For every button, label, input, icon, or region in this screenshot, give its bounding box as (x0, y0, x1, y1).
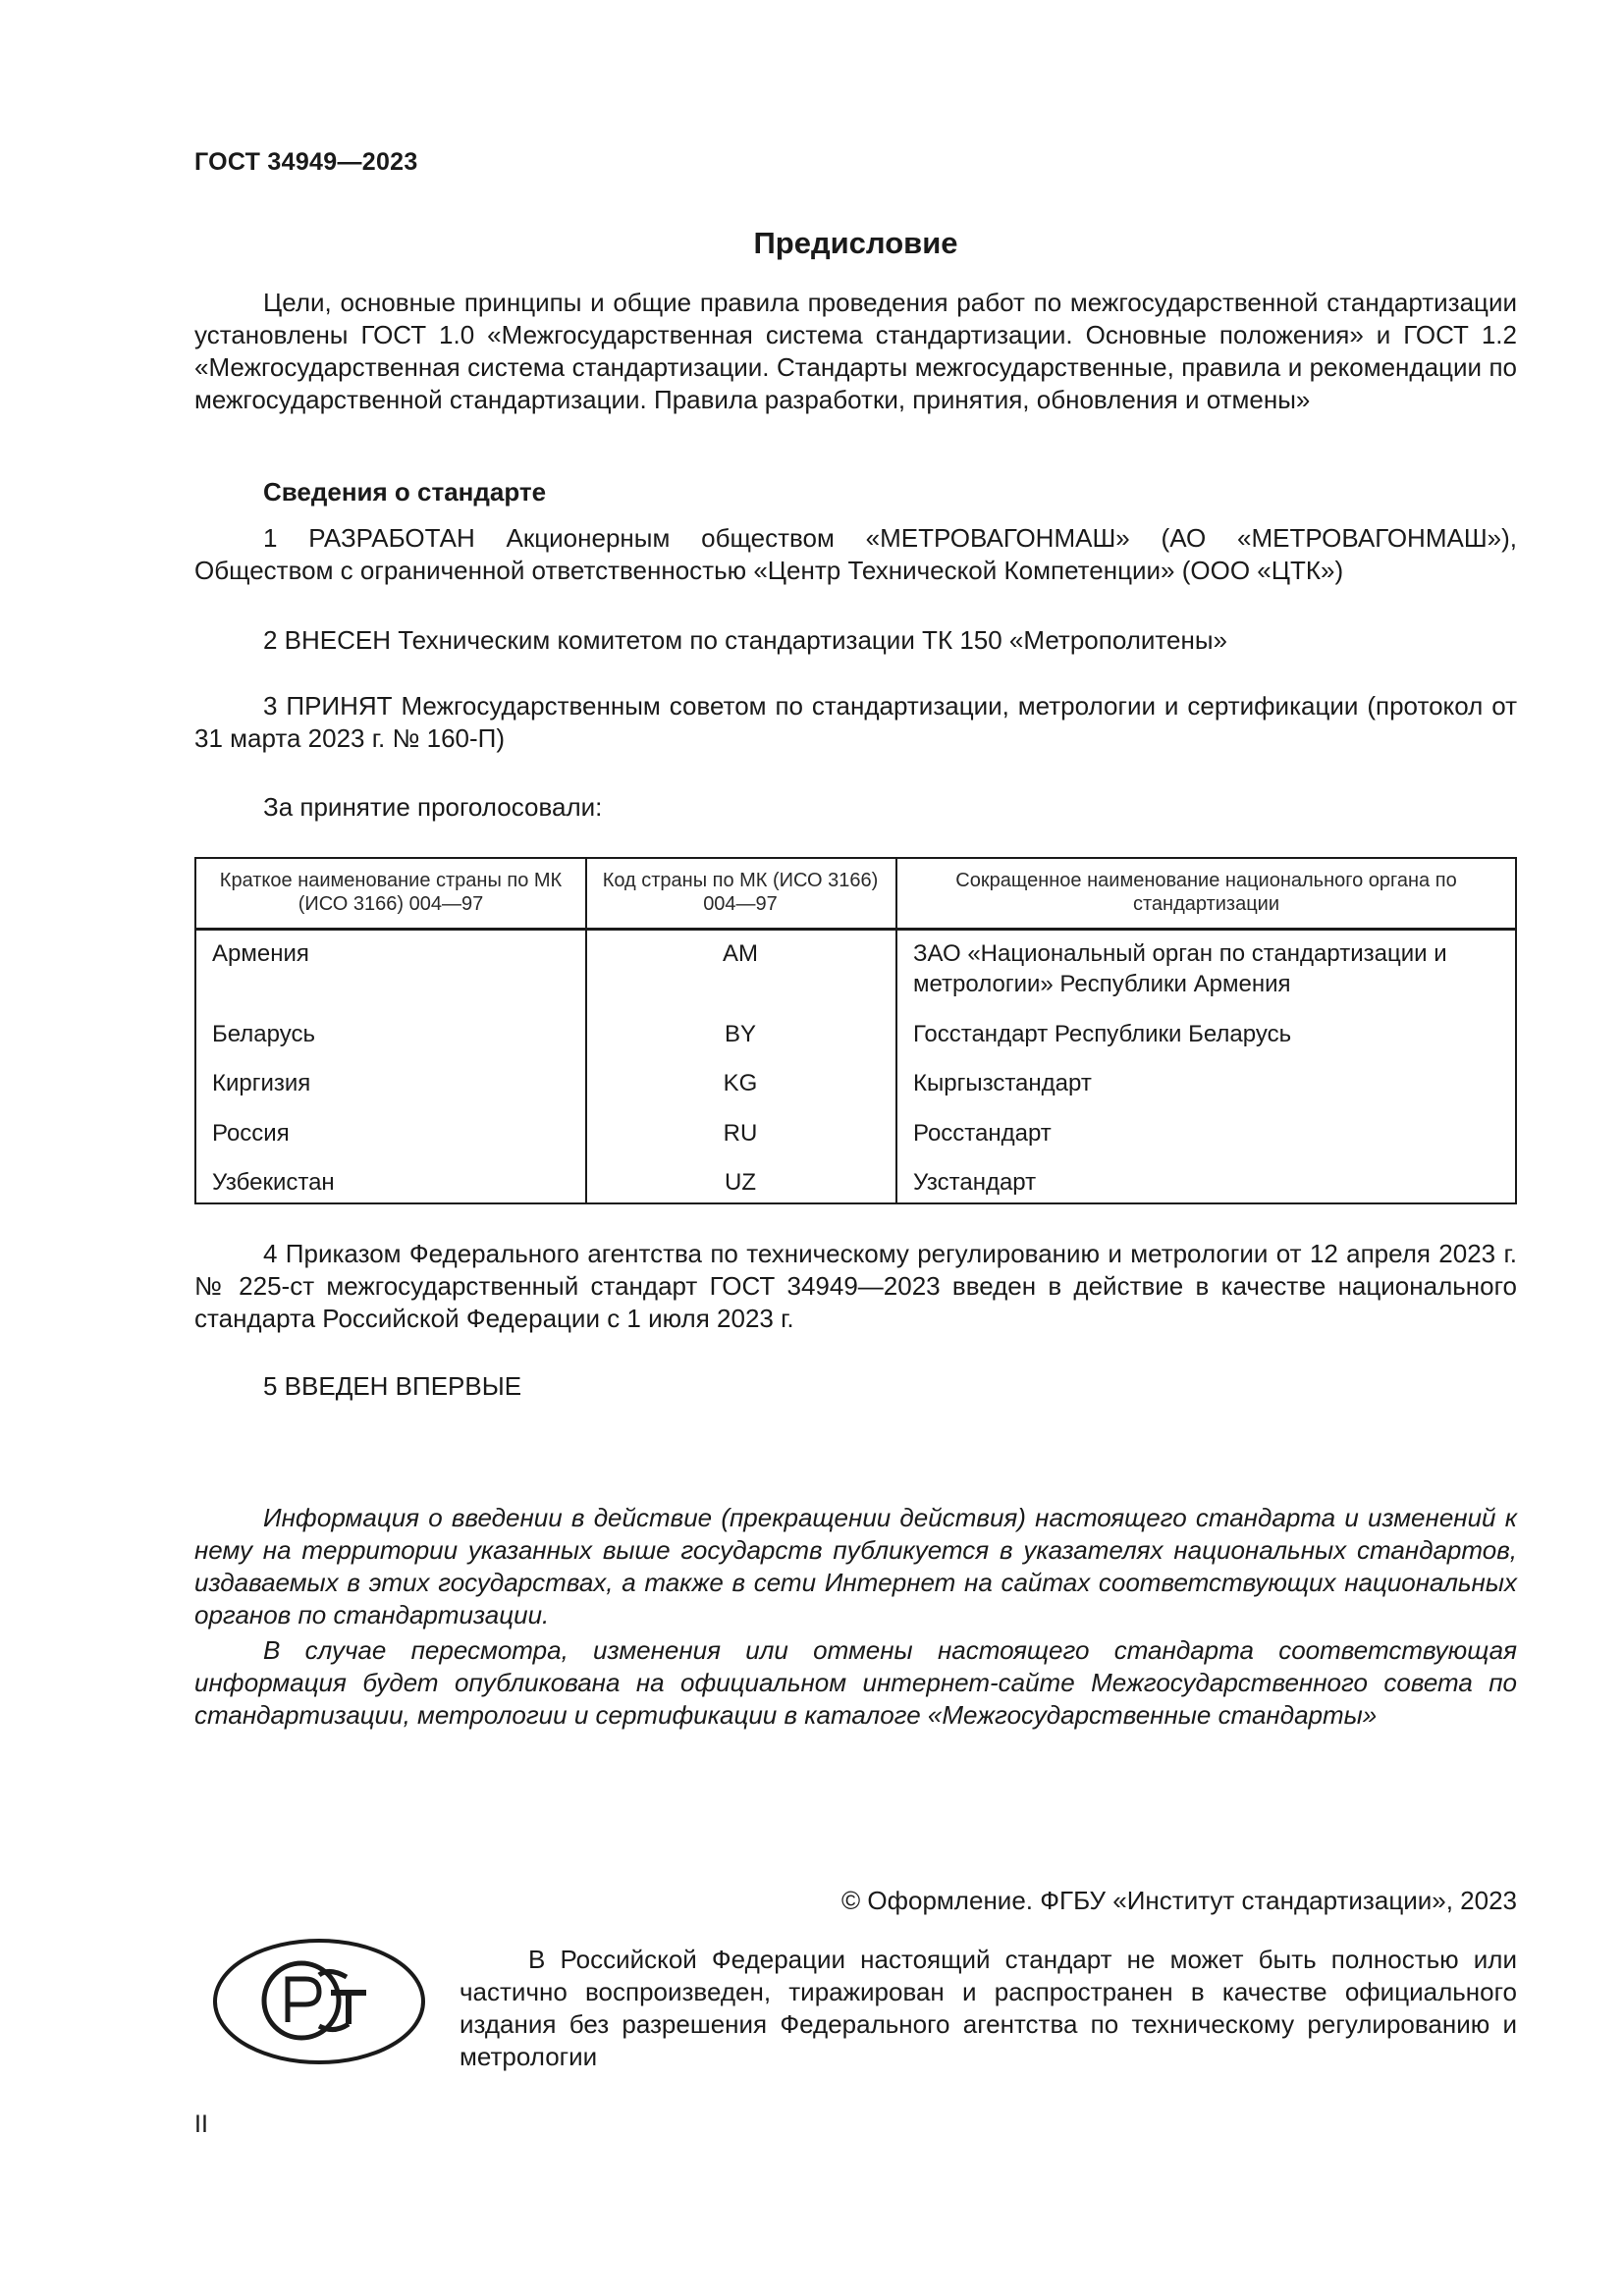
item-submitted: 2 ВНЕСЕН Техническим комитетом по стандартизации ТК 150 «Метрополитены» (263, 625, 1227, 655)
country-cell: Россия (212, 1120, 290, 1147)
rst-logo-icon (211, 1936, 427, 2067)
body-cell: Росстандарт (913, 1120, 1052, 1147)
body-cell: Госстандарт Республики Беларусь (913, 1021, 1292, 1047)
item-developed: 1 РАЗРАБОТАН Акционерным обществом «МЕТРОВАГОНМАШ» (АО «МЕТРОВАГОНМАШ»), Обществом с ограниченной ответственностью «Центр Технической Компетенции» (ООО «ЦТК») (194, 523, 1517, 585)
item-adopted: 3 ПРИНЯТ Межгосударственным советом по стандартизации, метрологии и сертификации (протокол от 31 марта 2023 г. № 160-П) (194, 691, 1517, 753)
header-country-name: Краткое наименование страны по МК (ИСО 3166) 004—97 (219, 870, 563, 915)
copyright-notice: В Российской Федерации настоящий стандарт не может быть полностью или частично воспроизведен, тиражирован и распространен в качестве официального издания без разрешения Федерального агентства по техническому регулированию и метрологии (460, 1945, 1517, 2071)
code-cell: KG (723, 1070, 758, 1096)
header-country-code: Код страны по МК (ИСО 3166) 004—97 (602, 870, 879, 915)
country-cell: Киргизия (212, 1070, 311, 1096)
item-first-introduced: 5 ВВЕДЕН ВПЕРВЫЕ (263, 1371, 522, 1401)
page-title: Предисловие (753, 226, 958, 260)
note-info: Информация о введении в действие (прекращении действия) настоящего стандарта и изменений к нему на территории указанных выше государств публикуется в указателях национальных стандартов, издаваемых в этих государствах, а также в сети Интернет на сайтах соответствующих национальных органов по стандартизации. (194, 1503, 1517, 1629)
country-cell: Узбекистан (212, 1169, 335, 1196)
body-cell: Узстандарт (913, 1169, 1037, 1196)
country-cell: Беларусь (212, 1021, 315, 1047)
table-divider (895, 859, 897, 1202)
header-national-body: Сокращенное наименование национального органа по стандартизации (955, 870, 1457, 915)
document-code: ГОСТ 34949—2023 (194, 148, 418, 176)
code-cell: UZ (725, 1169, 756, 1196)
item-enacted: 4 Приказом Федерального агентства по техническому регулированию и метрологии от 12 апреля 2023 г. № 225-ст межгосударственный стандарт ГОСТ 34949—2023 введен в действие в качестве национального стандарта Российской Федерации с 1 июля 2023 г. (194, 1239, 1517, 1333)
voting-table (194, 857, 1517, 1204)
intro-paragraph: Цели, основные принципы и общие правила проведения работ по межгосударственной стандартизации установлены ГОСТ 1.0 «Межгосударственная система стандартизации. Основные положения» и ГОСТ 1.2 «Межгосударственная система стандартизации. Стандарты межгосударственные, правила и рекомендации по межгосударственной стандартизации. Правила разработки, принятия, обновления и отмены» (194, 288, 1517, 414)
code-cell: RU (723, 1120, 758, 1147)
body-cell: Кыргызстандарт (913, 1070, 1092, 1096)
code-cell: BY (724, 1021, 756, 1047)
page-number: II (194, 2110, 208, 2138)
table-header (196, 859, 1515, 931)
body-cell: ЗАО «Национальный орган по стандартизации и метрологии» Республики Армения (913, 940, 1447, 997)
standard-info-heading: Сведения о стандарте (263, 477, 547, 507)
country-cell: Армения (212, 940, 309, 967)
code-cell: AM (723, 940, 758, 967)
copyright-line: © Оформление. ФГБУ «Институт стандартизации», 2023 (841, 1886, 1517, 1915)
voted-label: За принятие проголосовали: (263, 792, 603, 822)
note-revision: В случае пересмотра, изменения или отмены настоящего стандарта соответствующая информация будет опубликована на официальном интернет-сайте Межгосударственного совета по стандартизации, метрологии и сертификации в каталоге «Межгосударственные стандарты» (194, 1635, 1517, 1730)
